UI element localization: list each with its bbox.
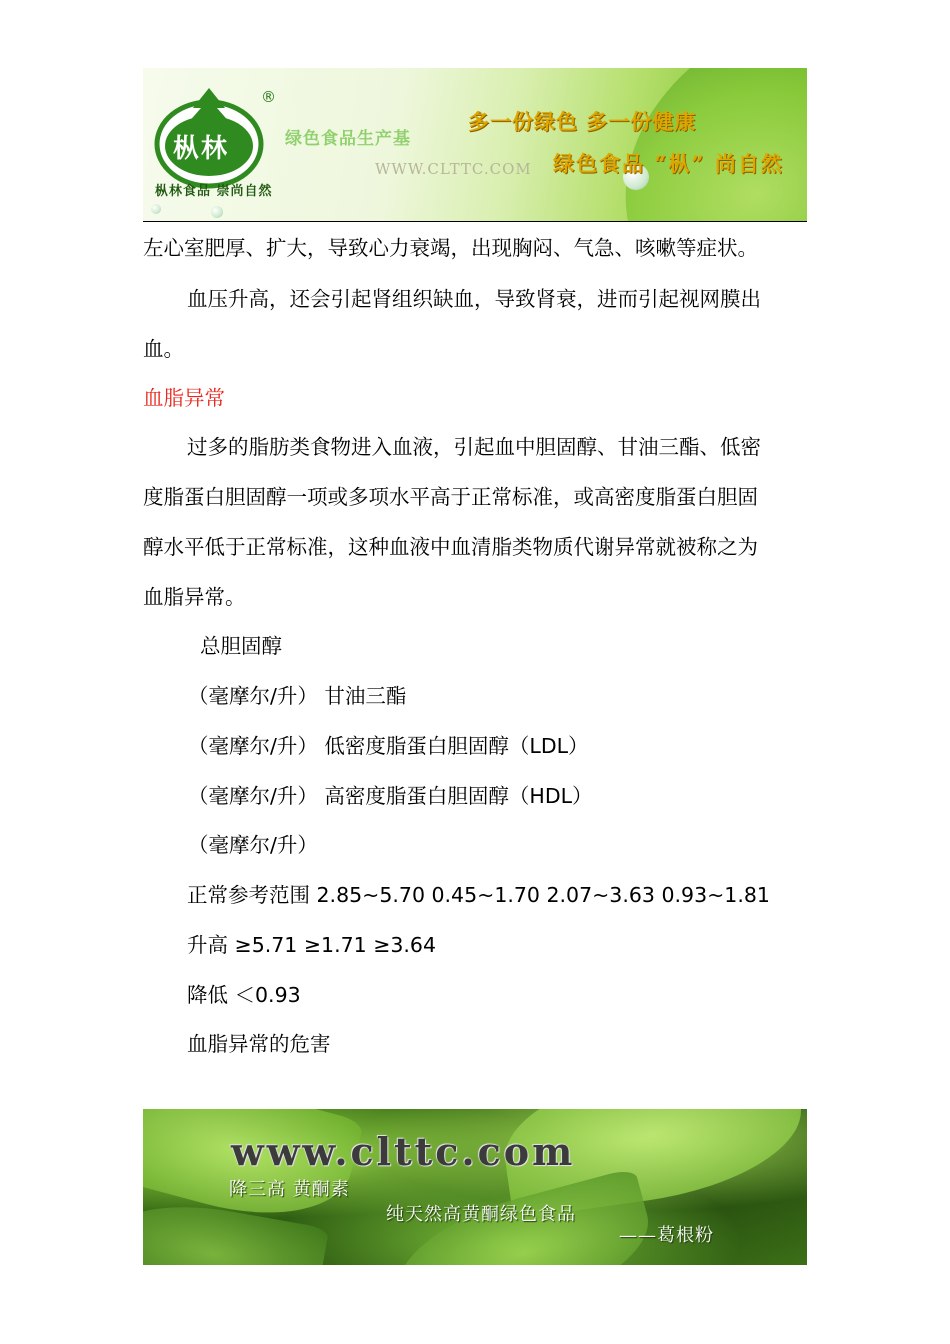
paragraph-line: 醇水平低于正常标准，这种血液中血清脂类物质代谢异常就被称之为 — [143, 535, 758, 559]
table-header: （毫摩尔/升） — [188, 833, 318, 857]
paragraph-line: 过多的脂肪类食物进入血液，引起血中胆固醇、甘油三酯、低密 — [187, 435, 761, 459]
section-heading: 血脂异常 — [143, 386, 225, 410]
logo-tagline: 枞林食品 崇尚自然 — [155, 184, 273, 199]
table-row-high: 升高 ≥5.71 ≥1.71 ≥3.64 — [187, 933, 437, 957]
banner-subtitle: 绿色食品生产基 — [285, 129, 411, 149]
footer-url: www.clttc.com — [231, 1129, 576, 1174]
banner-url: WWW.CLTTC.COM — [375, 160, 532, 178]
logo-text: 枞林 — [173, 134, 230, 164]
table-header: 总胆固醇 — [200, 634, 282, 658]
table-header: （毫摩尔/升） 低密度脂蛋白胆固醇（LDL） — [188, 734, 589, 758]
body-line: 左心室肥厚、扩大，导致心力衰竭，出现胸闷、气急、咳嗽等症状。 — [143, 236, 758, 260]
water-drop-icon — [151, 204, 161, 214]
footer-line-1: 降三高 黄酮素 — [229, 1179, 350, 1200]
registered-mark: ® — [261, 88, 276, 106]
footer-line-2: 纯天然高黄酮绿色食品 — [386, 1204, 576, 1225]
footer-banner — [143, 1109, 807, 1265]
leaf-graphic — [576, 68, 807, 222]
header-banner — [143, 68, 807, 222]
slogan-line-2: 绿色食品 “枞” 尚自然 — [553, 151, 784, 176]
next-heading: 血脂异常的危害 — [187, 1032, 331, 1056]
paragraph-line: 血脂异常。 — [143, 585, 246, 609]
table-row-normal: 正常参考范围 2.85~5.70 0.45~1.70 2.07~3.63 0.93~1.81 — [187, 883, 770, 907]
table-header: （毫摩尔/升） 高密度脂蛋白胆固醇（HDL） — [188, 784, 593, 808]
footer-line-3: ——葛根粉 — [619, 1225, 714, 1246]
table-row-low: 降低 ＜0.93 — [187, 983, 301, 1007]
paragraph-line: 度脂蛋白胆固醇一项或多项水平高于正常标准，或高密度脂蛋白胆固 — [143, 485, 758, 509]
table-header: （毫摩尔/升） 甘油三酯 — [188, 684, 407, 708]
body-line: 血。 — [143, 337, 184, 361]
slogan-line-1: 多一份绿色 多一份健康 — [468, 109, 697, 134]
water-drop-icon — [211, 206, 223, 218]
body-line: 血压升高，还会引起肾组织缺血，导致肾衰，进而引起视网膜出 — [187, 287, 761, 311]
